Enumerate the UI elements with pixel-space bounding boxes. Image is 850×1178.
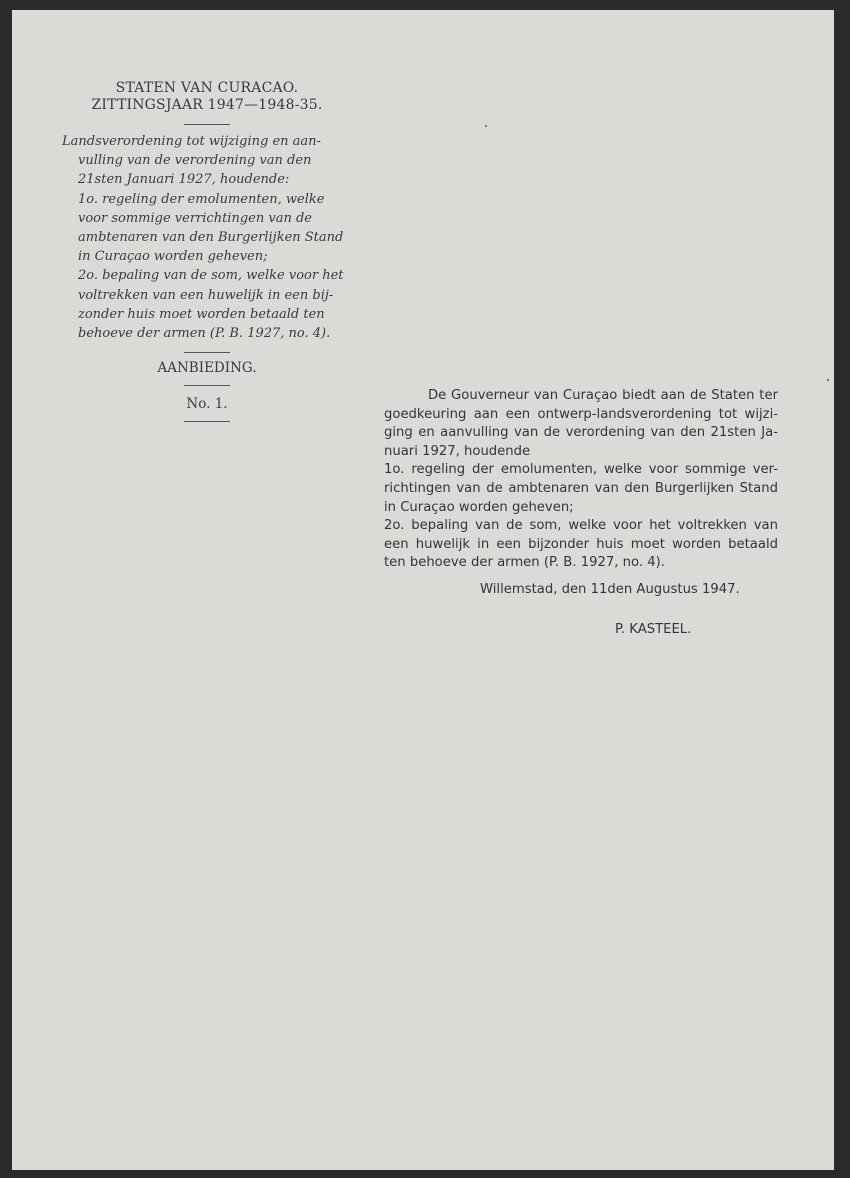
body-line: De Gouverneur van Curaçao biedt aan de Staten ter [428,388,778,403]
summary-line: zonder huis moet worden betaald ten [78,306,325,322]
paper-speck [827,379,829,381]
divider-rule [184,421,230,422]
body-line: nuari 1927, houdende [384,443,531,459]
body-text [384,387,778,573]
document-number: No. 1. [186,396,228,413]
summary-line: in Curaçao worden geheven; [78,249,268,265]
summary-line: 2o. bepaling van de som, welke voor het [78,268,344,284]
summary-line: Landsverordening tot wijziging en aan- [62,134,321,149]
summary-line: voor sommige verrichtingen van de [78,210,312,226]
body-line: een huwelijk in een bijzonder huis moet worden betaald [384,536,778,552]
ordinance-summary [62,132,352,343]
left-column [62,80,352,422]
summary-line: 1o. regeling der emolumenten, welke [78,191,325,207]
summary-line: vulling van de verordening van den [78,153,312,169]
body-line: goedkeuring aan een ontwerp-landsverordening tot wijzi- [384,406,778,422]
body-line: in Curaçao worden geheven; [384,499,574,515]
body-line: ging en aanvulling van de verordening van den 21sten Ja- [384,425,778,441]
divider-rule [184,124,230,125]
assembly-title: STATEN VAN CURACAO. [115,80,299,96]
summary-line: behoeve der armen (P. B. 1927, no. 4). [78,326,331,342]
document-page [12,10,834,1170]
body-line: 2o. bepaling van de som, welke voor het voltrekken van [384,518,778,534]
signatory: P. KASTEEL. [615,622,692,637]
paper-speck [485,125,487,127]
divider-rule [184,385,230,386]
section-heading: AANBIEDING. [157,360,257,377]
body-line: ten behoeve der armen (P. B. 1927, no. 4). [384,555,665,571]
summary-line: 21sten Januari 1927, houdende: [78,172,290,188]
place-and-date: Willemstad, den 11den Augustus 1947. [480,582,740,597]
session-year: ZITTINGSJAAR 1947—1948-35. [91,97,323,113]
divider-rule [184,352,230,353]
summary-line: voltrekken van een huwelijk in een bij- [78,287,334,303]
body-line: 1o. regeling der emolumenten, welke voor sommige ver- [384,462,778,478]
summary-line: ambtenaren van den Burgerlijken Stand [78,230,344,246]
body-line: richtingen van de ambtenaren van den Burgerlijken Stand [384,480,778,496]
